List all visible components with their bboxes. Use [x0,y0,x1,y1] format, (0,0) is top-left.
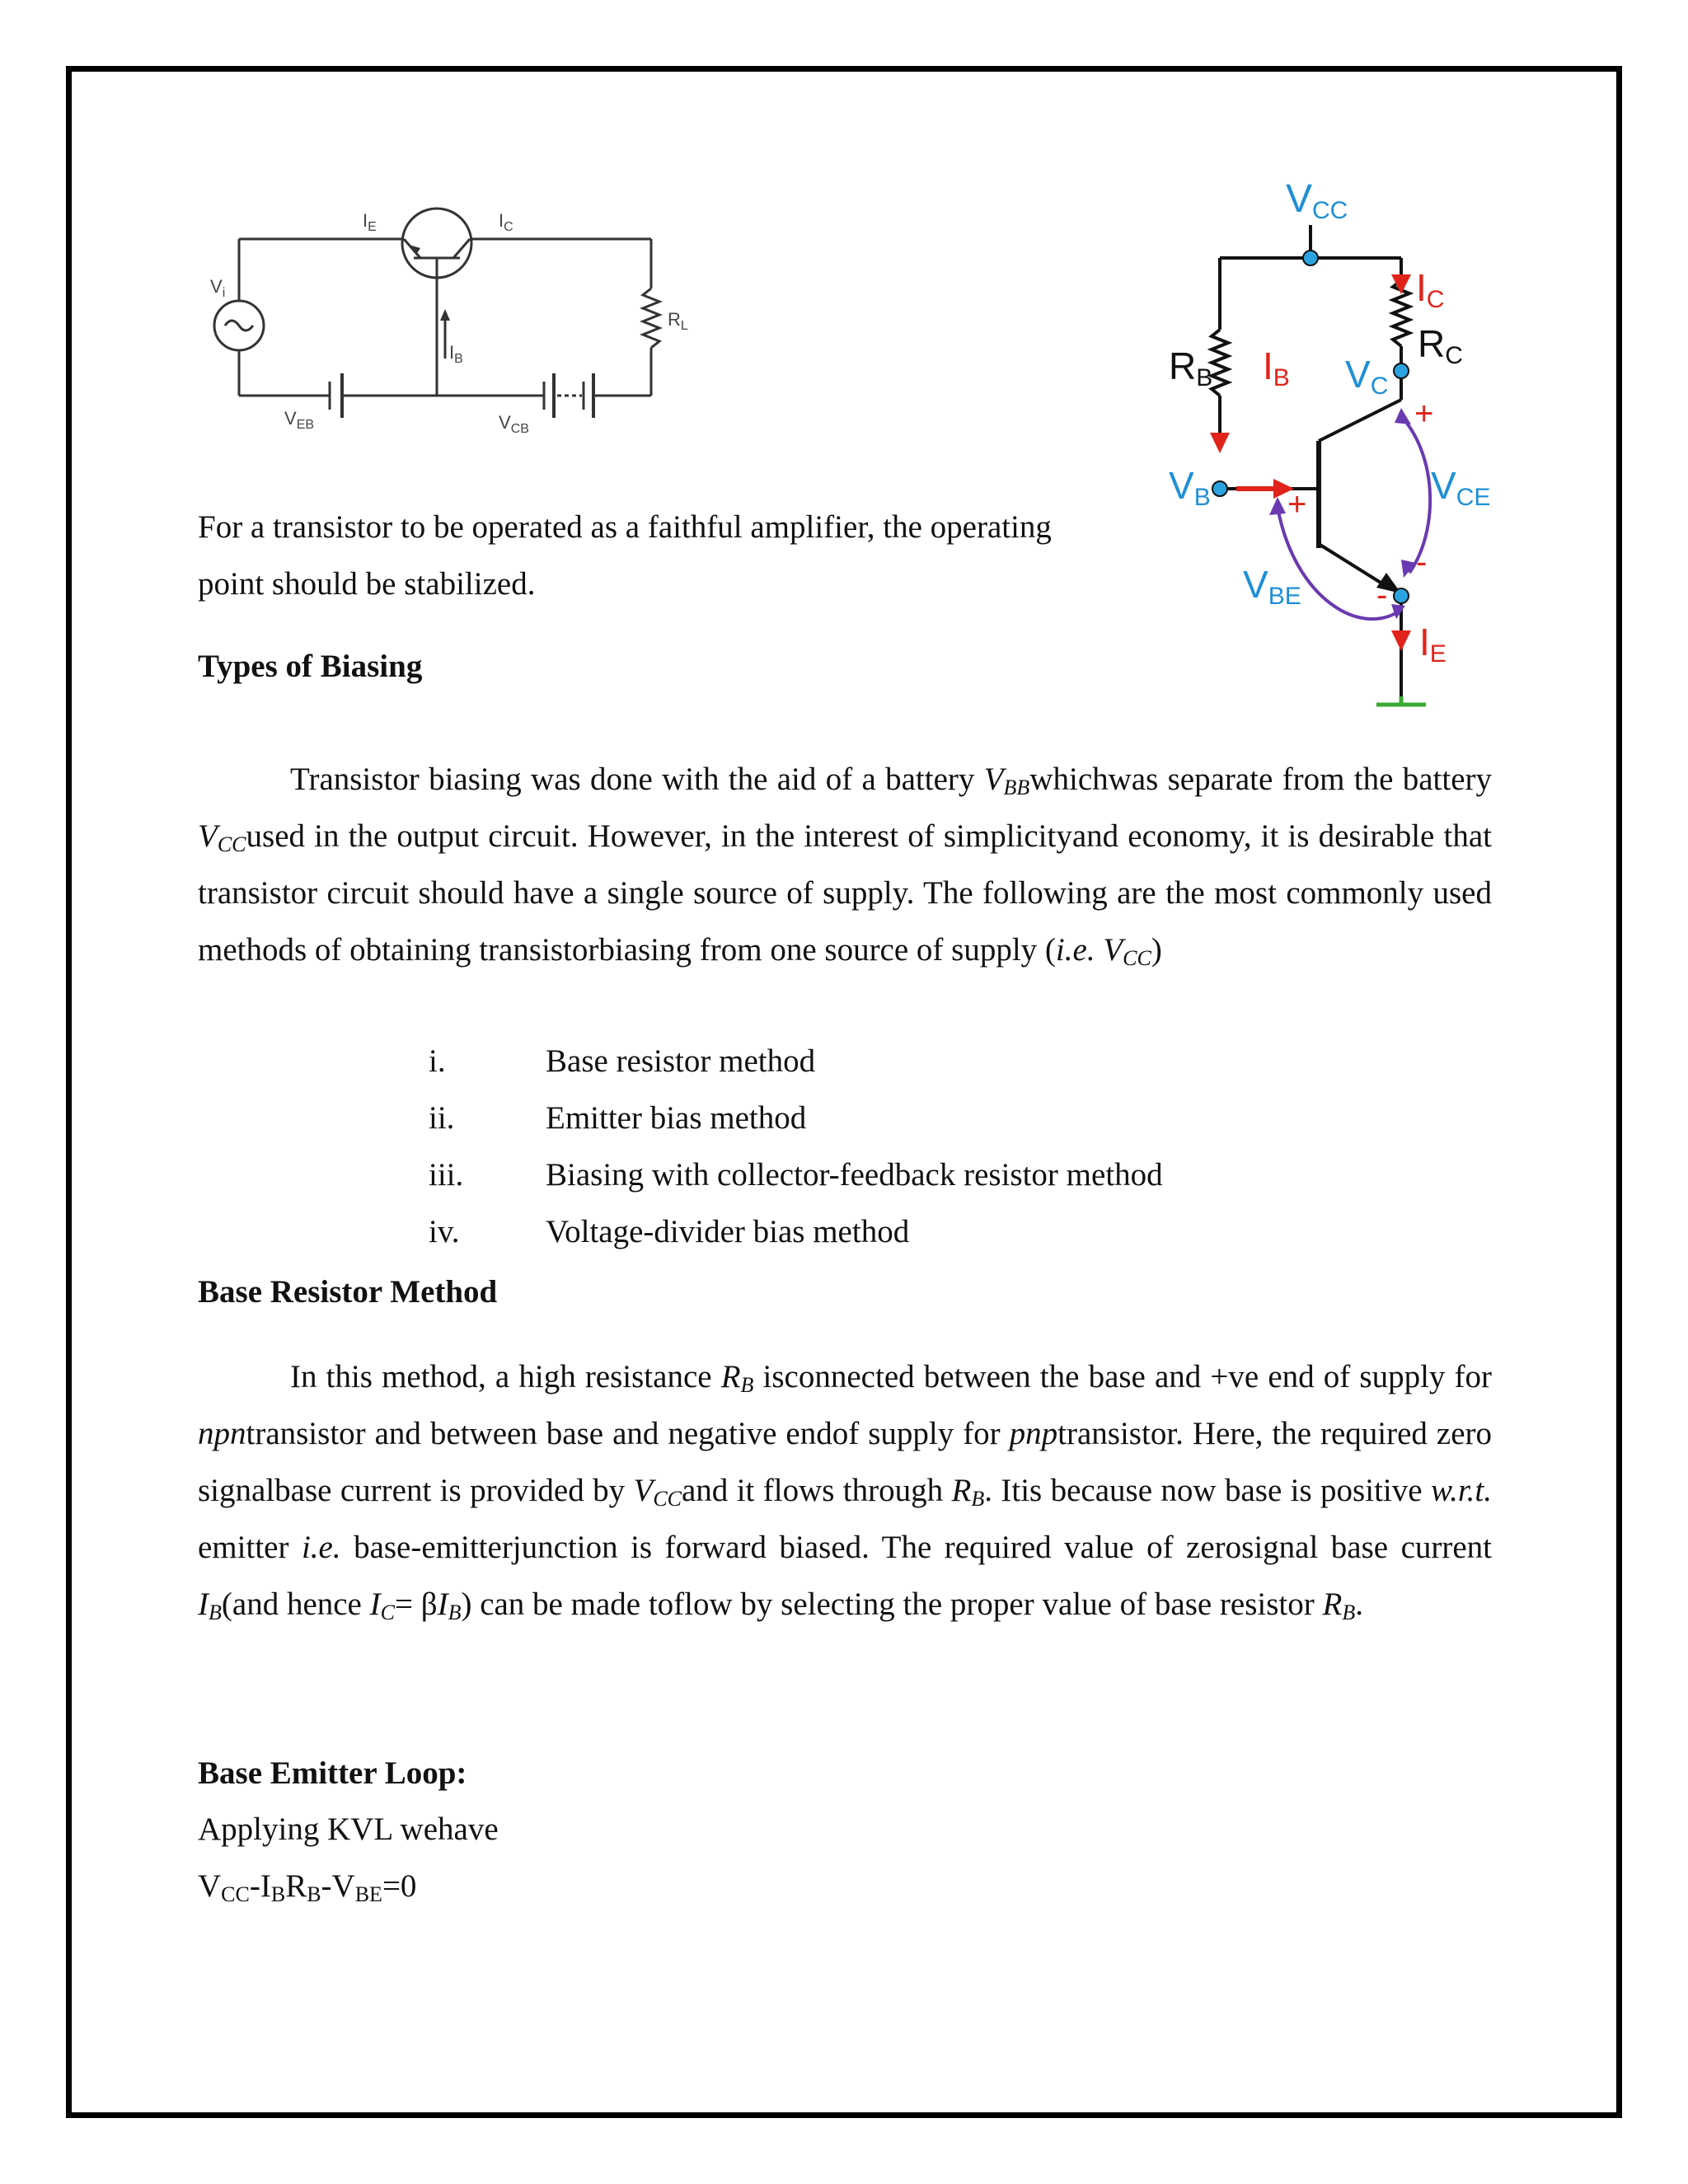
label-ib: IB [1263,344,1290,391]
label-veb: $V_{EB}$ [284,408,315,432]
label-ie: $I_E$ [363,210,377,234]
label-minus-be: - [1376,577,1388,613]
method-item: i. Base resistor method [429,1043,816,1079]
kvl-equation: $V_{CC}-I_BR_B-V_{BE}=0$ [198,1868,417,1906]
method-item: iii. Biasing with collector-feedback resistor method [429,1157,1163,1193]
label-vi: $V_i$ [210,276,226,300]
label-vb: VB [1169,464,1211,511]
biasing-paragraph: Transistor biasing was done with the aid of a battery $V_{BB}whichwas$ separate from the battery $V_{CC}used$ in the output circuit. However, in the interest of simplicityand economy, it is desirable that transistor circuit should have a single source of supply. The following are the most commonly used methods of obtaining transistorbiasing from one source of supply (i.e. $V_{CC}$) [198,762,1492,970]
types-of-biasing-heading: Types of Biasing [198,649,423,684]
base-resistor-bias-diagram [1154,169,1500,729]
label-rc: RC [1418,322,1463,369]
kvl-line: Applying KVL wehave [198,1811,499,1847]
label-vcc: VCC [1286,177,1348,224]
method-item: ii. Emitter bias method [429,1100,807,1136]
intro-line-2: point should be stabilized. [198,566,536,602]
label-ic: IC [1416,266,1445,313]
label-rb: RB [1169,344,1213,391]
label-plus-base: + [1287,486,1307,523]
common-base-circuit-diagram [198,194,709,441]
intro-line-1: For a transistor to be operated as a faithful amplifier, the operating [198,509,1052,545]
base-resistor-method-heading: Base Resistor Method [198,1274,498,1310]
label-ie: IE [1419,621,1447,668]
label-ib: $I_B$ [449,342,463,366]
label-rl: $R_L$ [668,309,688,333]
base-emitter-loop-heading: Base Emitter Loop: [198,1755,467,1791]
label-vc: VC [1345,353,1389,400]
label-minus-emitter: - [1416,544,1428,580]
label-vcb: $V_{CB}$ [499,412,529,436]
label-vbe: VBE [1243,563,1301,610]
base-resistor-paragraph: In this method, a high resistance $R_B$ isconnected between the base and +ve end of supply for npntransistor and between base and negative endof supply for pnptransistor. Here, the required zero signalbase current is provided by $V_{CC}and$ it flows through $R_B$. Itis because now base is positive w.r.t. emitter i.e. base-emitterjunction is forward biased. The required value of zerosignal base current $I_B(and$ hence $I_C= \beta I_B$) can be made toflow by selecting the proper value of base resistor $R_B$. [198,1359,1493,1624]
label-plus-collector: + [1414,396,1434,432]
label-ic: $I_C$ [499,210,513,234]
method-item: iv. Voltage-divider bias method [429,1214,910,1249]
label-vce: VCE [1431,464,1491,511]
